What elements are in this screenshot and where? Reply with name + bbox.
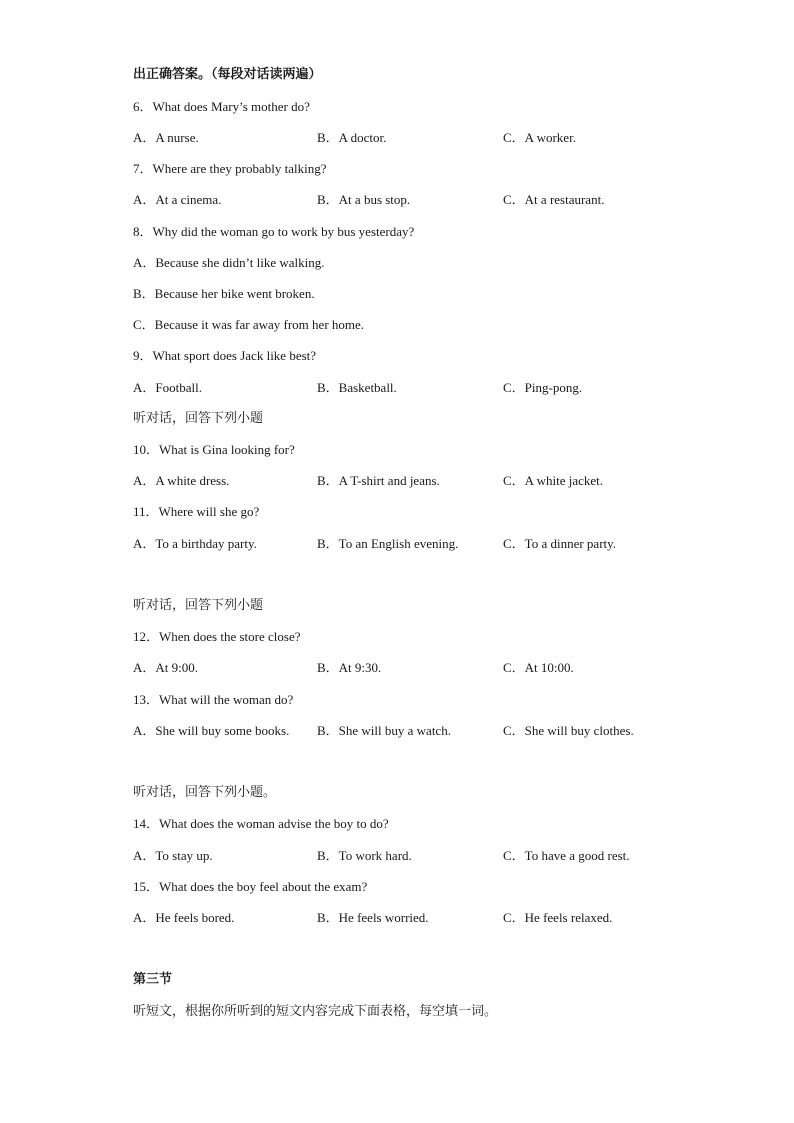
listen-instruction-3: 听对话，回答下列小题。 xyxy=(133,785,277,800)
question-10: 10．What is Gina looking for? xyxy=(133,442,295,457)
option-12a: A．At 9:00. xyxy=(133,660,199,675)
question-7: 7．Where are they probably talking? xyxy=(133,161,327,176)
option-13b: B．She will buy a watch. xyxy=(317,723,451,738)
option-14a: A．To stay up. xyxy=(133,848,213,863)
option-8b: B．Because her bike went broken. xyxy=(133,286,315,301)
question-9: 9．What sport does Jack like best? xyxy=(133,348,317,363)
option-15b: B．He feels worried. xyxy=(317,910,429,925)
question-11: 11．Where will she go? xyxy=(133,504,260,519)
option-14c: C．To have a good rest. xyxy=(503,848,630,863)
option-12b: B．At 9:30. xyxy=(317,660,382,675)
question-15: 15．What does the boy feel about the exam? xyxy=(133,879,368,894)
option-15c: C．He feels relaxed. xyxy=(503,910,613,925)
option-9a: A．Football. xyxy=(133,380,202,395)
option-9b: B．Basketball. xyxy=(317,380,397,395)
option-10a: A．A white dress. xyxy=(133,473,230,488)
option-13c: C．She will buy clothes. xyxy=(503,723,634,738)
option-13a: A．She will buy some books. xyxy=(133,723,290,738)
option-7b: B．At a bus stop. xyxy=(317,192,411,207)
listen-instruction-1: 听对话，回答下列小题 xyxy=(133,411,264,426)
option-6a: A．A nurse. xyxy=(133,130,199,145)
section-header: 出正确答案。（每段对话读两遍） xyxy=(133,67,322,82)
option-10b: B．A T-shirt and jeans. xyxy=(317,473,440,488)
question-12: 12．When does the store close? xyxy=(133,629,301,644)
option-8a: A．Because she didn’t like walking. xyxy=(133,255,325,270)
option-10c: C．A white jacket. xyxy=(503,473,604,488)
option-7c: C．At a restaurant. xyxy=(503,192,605,207)
section3-title: 第三节 xyxy=(133,972,173,987)
option-11c: C．To a dinner party. xyxy=(503,536,617,551)
question-13: 13．What will the woman do? xyxy=(133,692,294,707)
option-9c: C．Ping-pong. xyxy=(503,380,583,395)
question-14: 14．What does the woman advise the boy to do? xyxy=(133,816,389,831)
option-6b: B．A doctor. xyxy=(317,130,387,145)
section3-instruction: 听短文，根据你所听到的短文内容完成下面表格，每空填一词。 xyxy=(133,1004,498,1019)
option-6c: C．A worker. xyxy=(503,130,576,145)
option-8c: C．Because it was far away from her home. xyxy=(133,317,365,332)
listen-instruction-2: 听对话，回答下列小题 xyxy=(133,598,264,613)
option-12c: C．At 10:00. xyxy=(503,660,574,675)
question-6: 6．What does Mary’s mother do? xyxy=(133,99,310,114)
option-11b: B．To an English evening. xyxy=(317,536,459,551)
option-14b: B．To work hard. xyxy=(317,848,412,863)
option-11a: A．To a birthday party. xyxy=(133,536,257,551)
question-8: 8．Why did the woman go to work by bus yesterday? xyxy=(133,224,415,239)
option-7a: A．At a cinema. xyxy=(133,192,222,207)
option-15a: A．He feels bored. xyxy=(133,910,235,925)
